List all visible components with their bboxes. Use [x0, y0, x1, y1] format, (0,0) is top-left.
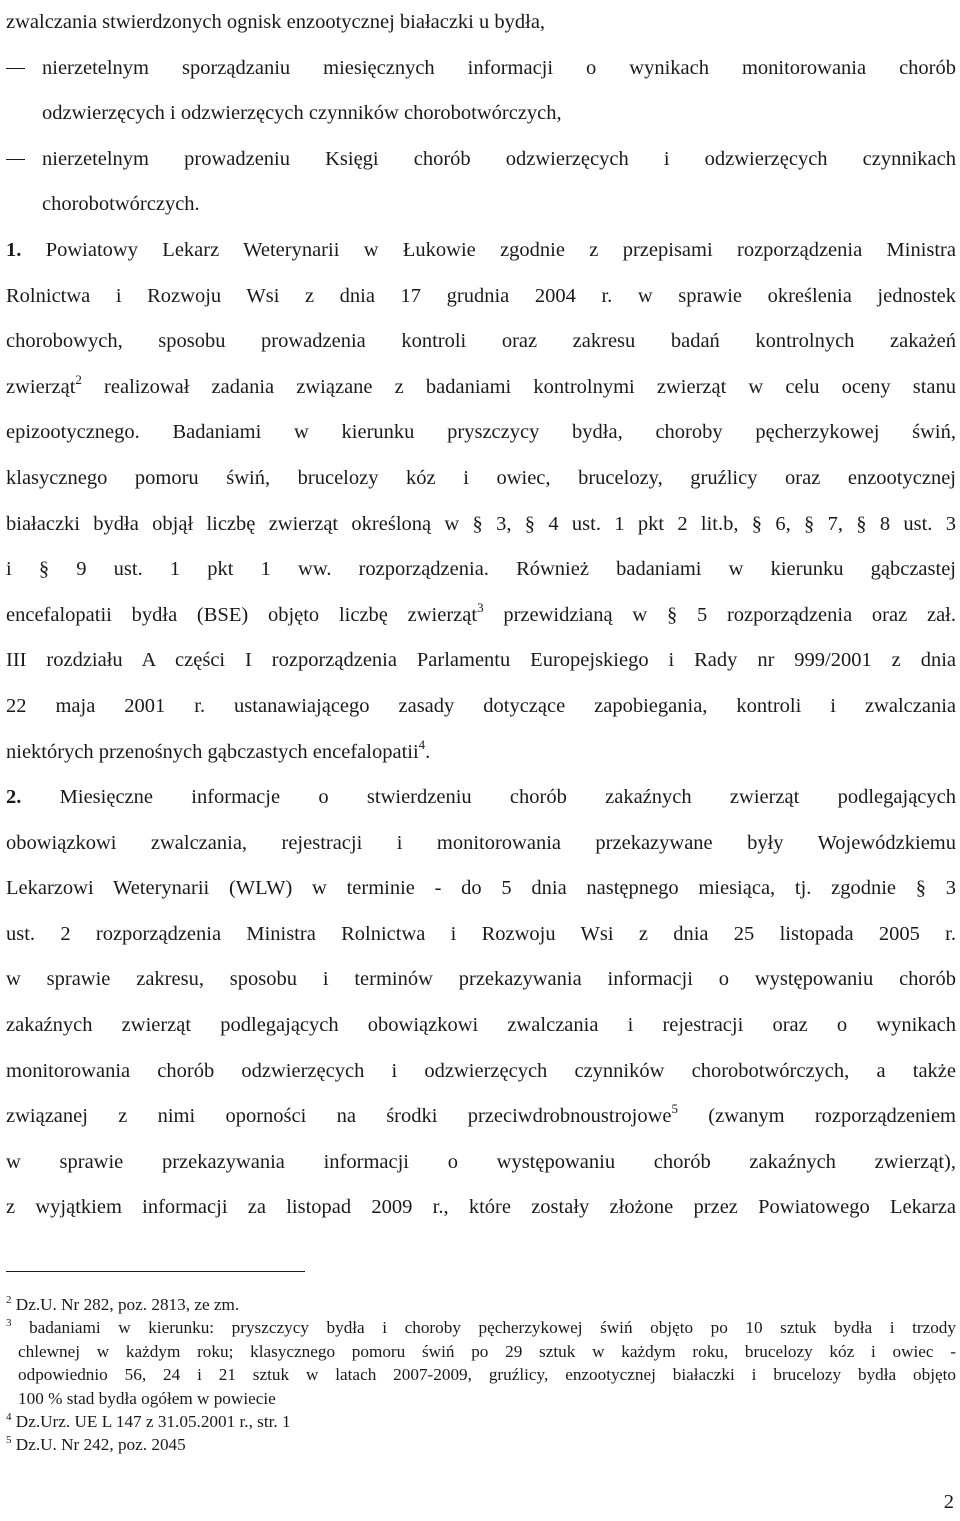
body-line — [6, 547, 956, 593]
body-text: nierzetelnym prowadzeniu Księgi chorób odzwierzęcych i odzwierzęcych czynnikach — [42, 147, 956, 170]
footnote-text: 100 % stad bydła ogółem w powiecie — [18, 1388, 276, 1408]
body-text: niektórych przenośnych gąbczastych encefalopatii — [6, 740, 419, 763]
body-line — [6, 593, 956, 639]
body-text: chorobotwórczych. — [42, 193, 200, 216]
body-text: nierzetelnym sporządzaniu miesięcznych informacji o wynikach monitorowania chorób — [42, 56, 956, 79]
body-text: chorobowych, sposobu prowadzenia kontroli oraz zakresu badań kontrolnych zakażeń — [6, 330, 956, 353]
body-text: klasycznego pomoru świń, brucelozy kóz i owiec, brucelozy, gruźlicy oraz enzootycznej — [6, 466, 956, 489]
body-text: zwalczania stwierdzonych ognisk enzootycznej białaczki u bydła, — [6, 11, 546, 33]
bullet-item — [6, 46, 956, 92]
body-text: Lekarzowi Weterynarii (WLW) w terminie - do 5 dnia następnego miesiąca, tj. zgodnie § 3 — [6, 877, 956, 900]
footnote-3-continued — [6, 1363, 956, 1386]
footnote-ref: 4 — [418, 736, 426, 752]
footnote-3 — [6, 1316, 956, 1339]
body-text: i § 9 ust. 1 pkt 1 ww. rozporządzenia. Również badaniami w kierunku gąbczastej — [6, 558, 956, 581]
footnote-number: 5 — [6, 1434, 12, 1447]
footnote-ref: 2 — [75, 371, 82, 387]
footnote-text: chlewnej w każdym roku; klasycznego pomoru świń po 29 sztuk w każdym roku, brucelozy kóz i owiec - — [18, 1341, 956, 1361]
body-text: epizootycznego. Badaniami w kierunku pryszczycy bydła, choroby pęcherzykowej świń, — [6, 421, 956, 444]
footnote-number: 2 — [6, 1294, 12, 1306]
body-text: Miesięczne informacje o stwierdzeniu chorób zakaźnych zwierząt podlegających — [21, 786, 956, 809]
footnote-number: 3 — [6, 1317, 12, 1330]
body-line — [6, 1003, 956, 1049]
body-text: realizował zadania związane z badaniami kontrolnymi zwierząt w celu oceny stanu — [81, 375, 956, 398]
section-number: 2. — [6, 786, 22, 809]
body-line — [6, 1185, 956, 1231]
footnote-text: Dz.Urz. UE L 147 z 31.05.2001 r., str. 1 — [11, 1411, 291, 1431]
body-line — [6, 274, 956, 320]
footnote-number: 4 — [6, 1410, 12, 1423]
body-text: obowiązkowi zwalczania, rejestracji i monitorowania przekazywane były Wojewódzkiemu — [6, 831, 956, 854]
body-line — [6, 182, 956, 228]
body-line — [6, 821, 956, 867]
body-line — [6, 0, 956, 46]
body-text: monitorowania chorób odzwierzęcych i odzwierzęcych czynników chorobotwórczych, a także — [6, 1059, 956, 1082]
body-line — [6, 730, 956, 776]
document-page — [6, 0, 956, 1231]
footnotes — [6, 1293, 956, 1457]
body-line — [6, 638, 956, 684]
section-number: 1. — [6, 238, 22, 261]
body-text: odzwierzęcych i odzwierzęcych czynników chorobotwórczych, — [42, 102, 562, 125]
body-text: Powiatowy Lekarz Weterynarii w Łukowie zgodnie z przepisami rozporządzenia Ministra — [21, 238, 956, 261]
footnote-text: badaniami w kierunku: pryszczycy bydła i choroby pęcherzykowej świń objęto po 10 sztuk bydła i trzody — [11, 1318, 956, 1338]
body-text: zakaźnych zwierząt podlegających obowiązkowi zwalczania i rejestracji oraz o wynikach — [6, 1014, 956, 1037]
body-line — [6, 1094, 956, 1140]
body-text: (zwanym rozporządzeniem — [678, 1105, 956, 1128]
footnote-ref: 3 — [477, 599, 484, 615]
body-text: Rolnictwa i Rozwoju Wsi z dnia 17 grudnia 2004 r. w sprawie określenia jednostek — [6, 284, 956, 307]
footnote-ref: 5 — [671, 1101, 679, 1117]
body-line — [6, 228, 956, 274]
body-line — [6, 866, 956, 912]
body-text: w sprawie przekazywania informacji o występowaniu chorób zakaźnych zwierząt), — [6, 1150, 956, 1173]
body-line — [6, 1049, 956, 1095]
footnote-text: Dz.U. Nr 282, poz. 2813, ze zm. — [11, 1295, 240, 1314]
body-text: białaczki bydła objął liczbę zwierząt określoną w § 3, § 4 ust. 1 pkt 2 lit.b, § 6, § 7, § 8 ust. 3 — [6, 512, 956, 535]
footnote-3-continued — [6, 1340, 956, 1363]
body-text: z wyjątkiem informacji za listopad 2009 r., które zostały złożone przez Powiatowego Lekarza — [6, 1196, 956, 1219]
footnote-3-continued — [6, 1387, 956, 1410]
footnote-separator — [6, 1271, 305, 1272]
page-number: 2 — [943, 1491, 954, 1513]
body-text: ust. 2 rozporządzenia Ministra Rolnictwa i Rozwoju Wsi z dnia 25 listopada 2005 r. — [6, 922, 956, 945]
body-line — [6, 912, 956, 958]
body-line — [6, 456, 956, 502]
body-text: przewidzianą w § 5 rozporządzenia oraz zał. — [483, 603, 956, 626]
footnote-4 — [6, 1410, 956, 1433]
footnote-text: odpowiednio 56, 24 i 21 sztuk w latach 2007-2009, gruźlicy, enzootycznej białaczki i brucelozy bydła objęto — [18, 1365, 956, 1385]
body-text: 22 maja 2001 r. ustanawiającego zasady dotyczące zapobiegania, kontroli i zwalczania — [6, 694, 956, 717]
body-text: w sprawie zakresu, sposobu i terminów przekazywania informacji o występowaniu chorób — [6, 968, 956, 991]
body-line — [6, 775, 956, 821]
body-line — [6, 319, 956, 365]
body-line — [6, 957, 956, 1003]
body-line — [6, 1140, 956, 1186]
body-text: encefalopatii bydła (BSE) objęto liczbę zwierząt — [6, 603, 478, 626]
dash-bullet-icon — [6, 68, 25, 70]
body-text: III rozdziału A części I rozporządzenia Parlamentu Europejskiego i Rady nr 999/2001 z dnia — [6, 649, 956, 672]
footnote-text: Dz.U. Nr 242, poz. 2045 — [11, 1435, 186, 1455]
footnote-5 — [6, 1433, 956, 1456]
body-line — [6, 365, 956, 411]
body-line — [6, 410, 956, 456]
bullet-item — [6, 137, 956, 183]
dash-bullet-icon — [6, 159, 25, 161]
body-text: . — [425, 740, 431, 763]
body-line — [6, 91, 956, 137]
footnote-2 — [6, 1293, 956, 1316]
body-line — [6, 502, 956, 548]
body-text: związanej z nimi oporności na środki przeciwdrobnoustrojowe — [6, 1105, 672, 1128]
body-text: zwierząt — [6, 375, 76, 398]
body-line — [6, 684, 956, 730]
